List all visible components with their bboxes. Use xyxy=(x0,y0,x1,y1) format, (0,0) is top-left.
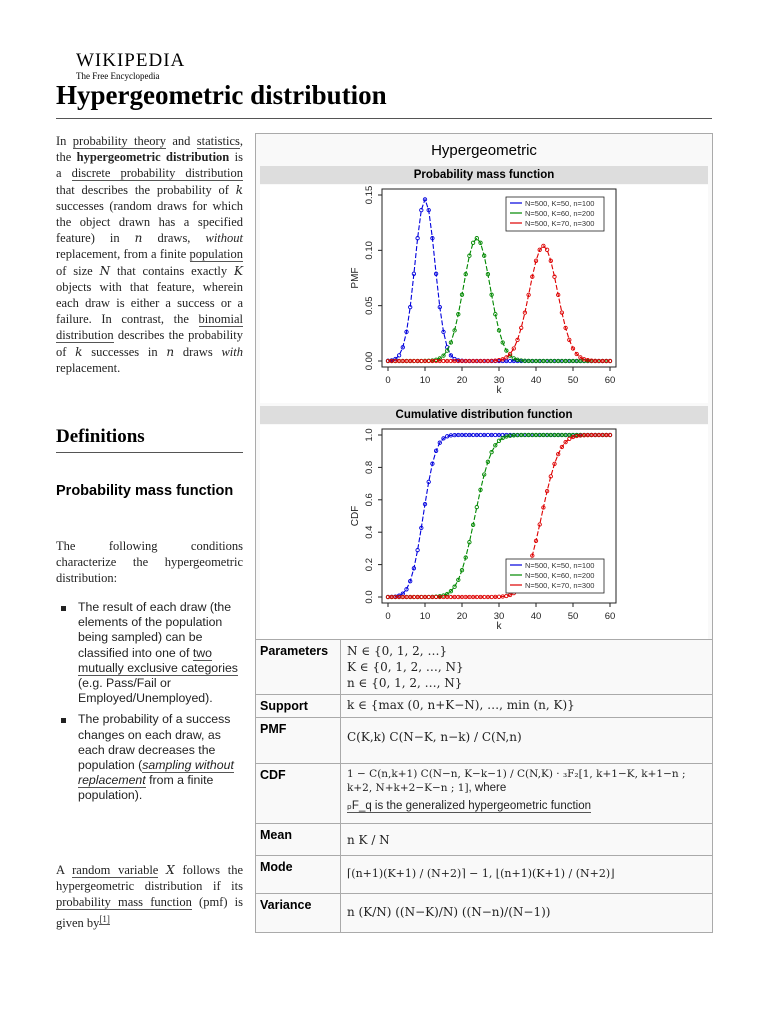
list-item: The result of each draw (the elements of the population being sampled) can be classified into one of two mutually exclusive categories (e.g. Pass/Fail or Employed/Unemployed). xyxy=(56,600,243,706)
x-tick-label: 20 xyxy=(456,611,468,622)
conditions-list xyxy=(56,600,243,810)
y-tick-label: 0.4 xyxy=(364,525,375,539)
pmf-intro-paragraph: A random variable X follows the hypergeometric distribution if its probability mass function (pmf) is given by[1] xyxy=(56,863,243,930)
table-row xyxy=(256,856,712,894)
table-row xyxy=(256,640,712,695)
link-statistics[interactable]: statistics xyxy=(196,134,240,148)
cdf-plot xyxy=(260,425,708,639)
wikipedia-tagline: The Free Encyclopedia xyxy=(76,71,160,81)
x-tick-label: 30 xyxy=(493,375,505,386)
legend-label: N=500, K=70, n=300 xyxy=(525,581,595,590)
intro-paragraph: In probability theory and statistics, the hypergeometric distribution is a discrete probability distribution that describes the probability of k successes (random draws for which the object drawn has a specified feature) in n draws, without replacement, from a finite population of size N that contains exactly K objects with that feature, wherein each draw is either a success or a failure. In contrast, the binomial distribution describes the probability of k successes in n draws with replacement. xyxy=(56,134,243,375)
y-axis-label: CDF xyxy=(350,505,361,527)
x-axis-label: k xyxy=(496,385,502,396)
x-tick-label: 10 xyxy=(419,375,431,386)
support-label: Support xyxy=(256,695,341,718)
table-row xyxy=(256,695,712,718)
pmf-plot xyxy=(260,185,708,403)
variance-value: n (K/N) ((N−K)/N) ((N−n)/(N−1)) xyxy=(341,894,713,932)
legend-label: N=500, K=50, n=100 xyxy=(525,561,595,570)
x-tick-label: 60 xyxy=(604,611,616,622)
x-tick-label: 30 xyxy=(493,611,505,622)
pmf-value: C(K,k) C(N−K, n−k) / C(N,n) xyxy=(341,718,713,764)
y-tick-label: 0.8 xyxy=(364,460,375,475)
y-tick-label: 0.15 xyxy=(364,185,375,205)
mode-label: Mode xyxy=(256,856,341,894)
x-tick-label: 50 xyxy=(567,375,579,386)
x-tick-label: 20 xyxy=(456,375,468,386)
legend-label: N=500, K=60, n=200 xyxy=(525,209,595,218)
wikipedia-wordmark[interactable]: WIKIPEDIA xyxy=(76,50,186,71)
y-tick-label: 0.00 xyxy=(364,351,375,371)
pmf-plot-header: Probability mass function xyxy=(260,166,708,184)
intro-section xyxy=(56,133,243,376)
legend-label: N=500, K=60, n=200 xyxy=(525,571,595,580)
data-point xyxy=(568,437,571,440)
title-divider xyxy=(56,118,712,119)
y-tick-label: 0.10 xyxy=(364,241,375,260)
x-tick-label: 40 xyxy=(530,611,542,622)
data-point xyxy=(475,237,478,240)
link-population[interactable]: population xyxy=(189,247,243,262)
series-line xyxy=(388,246,610,361)
y-tick-label: 0.6 xyxy=(364,493,375,507)
parameters-value: N ∈ {0, 1, 2, …} K ∈ {0, 1, 2, …, N} n ∈ {0, 1, 2, …, N} xyxy=(341,640,713,695)
table-row xyxy=(256,764,712,824)
cdf-plot-header: Cumulative distribution function xyxy=(260,406,708,424)
variance-label: Variance xyxy=(256,894,341,932)
y-tick-label: 0.0 xyxy=(364,590,375,604)
list-item: The probability of a success changes on each draw, as each draw decreases the population (sampling without replacement from a finite population). xyxy=(56,712,243,803)
cdf-chart xyxy=(260,425,708,639)
x-tick-label: 40 xyxy=(530,375,542,386)
mean-label: Mean xyxy=(256,824,341,856)
link-sampling-without-replacement[interactable]: sampling without replacement xyxy=(78,758,234,788)
link-random-variable[interactable]: random variable xyxy=(72,863,159,877)
x-tick-label: 0 xyxy=(385,611,391,622)
table-row xyxy=(256,718,712,764)
cdf-label: CDF xyxy=(256,764,341,824)
legend-label: N=500, K=70, n=300 xyxy=(525,219,595,228)
conditions-paragraph: The following conditions characterize the hypergeometric distribution: xyxy=(56,539,243,586)
legend-label: N=500, K=50, n=100 xyxy=(525,199,595,208)
x-tick-label: 60 xyxy=(604,375,616,386)
definitions-heading: Definitions xyxy=(56,426,145,447)
cdf-value: 1 − C(n,k+1) C(N−n, K−k−1) / C(N,K) · ₃F₂[1, k+1−K, k+1−n ; k+2, N+k+2−K−n ; 1], where ₚF_q is the generalized hypergeometric function xyxy=(341,764,713,824)
generalized-hypergeometric-link[interactable]: ₚF_q is the generalized hypergeometric function xyxy=(347,800,592,812)
pmf-heading: Probability mass function xyxy=(56,483,234,499)
series-line xyxy=(388,238,610,361)
y-tick-label: 0.05 xyxy=(364,296,375,315)
y-tick-label: 1.0 xyxy=(364,428,375,442)
table-row xyxy=(256,824,712,856)
mean-value: n K / N xyxy=(341,824,713,856)
data-point xyxy=(397,354,400,357)
pmf-label: PMF xyxy=(256,718,341,764)
link-mutually-exclusive-categories[interactable]: two mutually exclusive categories xyxy=(78,645,238,675)
x-tick-label: 10 xyxy=(419,611,431,622)
parameters-label: Parameters xyxy=(256,640,341,695)
y-axis-label: PMF xyxy=(350,267,361,289)
page-title: Hypergeometric distribution xyxy=(56,80,387,110)
y-tick-label: 0.2 xyxy=(364,557,375,572)
link-discrete-probability-distribution[interactable]: discrete probability distribution xyxy=(71,166,243,181)
link-probability-mass-function[interactable]: probability mass function xyxy=(56,895,192,910)
x-axis-label: k xyxy=(496,621,502,632)
link-probability-theory[interactable]: probability theory xyxy=(72,134,166,148)
infobox-title: Hypergeometric xyxy=(431,142,537,159)
definitions-divider xyxy=(56,452,243,453)
mode-value: ⌈(n+1)(K+1) / (N+2)⌉ − 1, ⌊(n+1)(K+1) / (N+2)⌋ xyxy=(341,856,713,894)
infobox xyxy=(255,133,713,933)
reference-link[interactable]: [1] xyxy=(99,913,110,924)
link-binomial-distribution[interactable]: binomial distribution xyxy=(56,312,243,343)
pmf-chart xyxy=(260,185,708,403)
data-point xyxy=(497,439,500,442)
table-row xyxy=(256,894,712,932)
x-tick-label: 0 xyxy=(385,375,391,386)
data-point xyxy=(545,248,548,251)
x-tick-label: 50 xyxy=(567,611,579,622)
support-value: k ∈ {max (0, n+K−N), …, min (n, K)} xyxy=(341,695,713,718)
infobox-table xyxy=(256,639,712,932)
